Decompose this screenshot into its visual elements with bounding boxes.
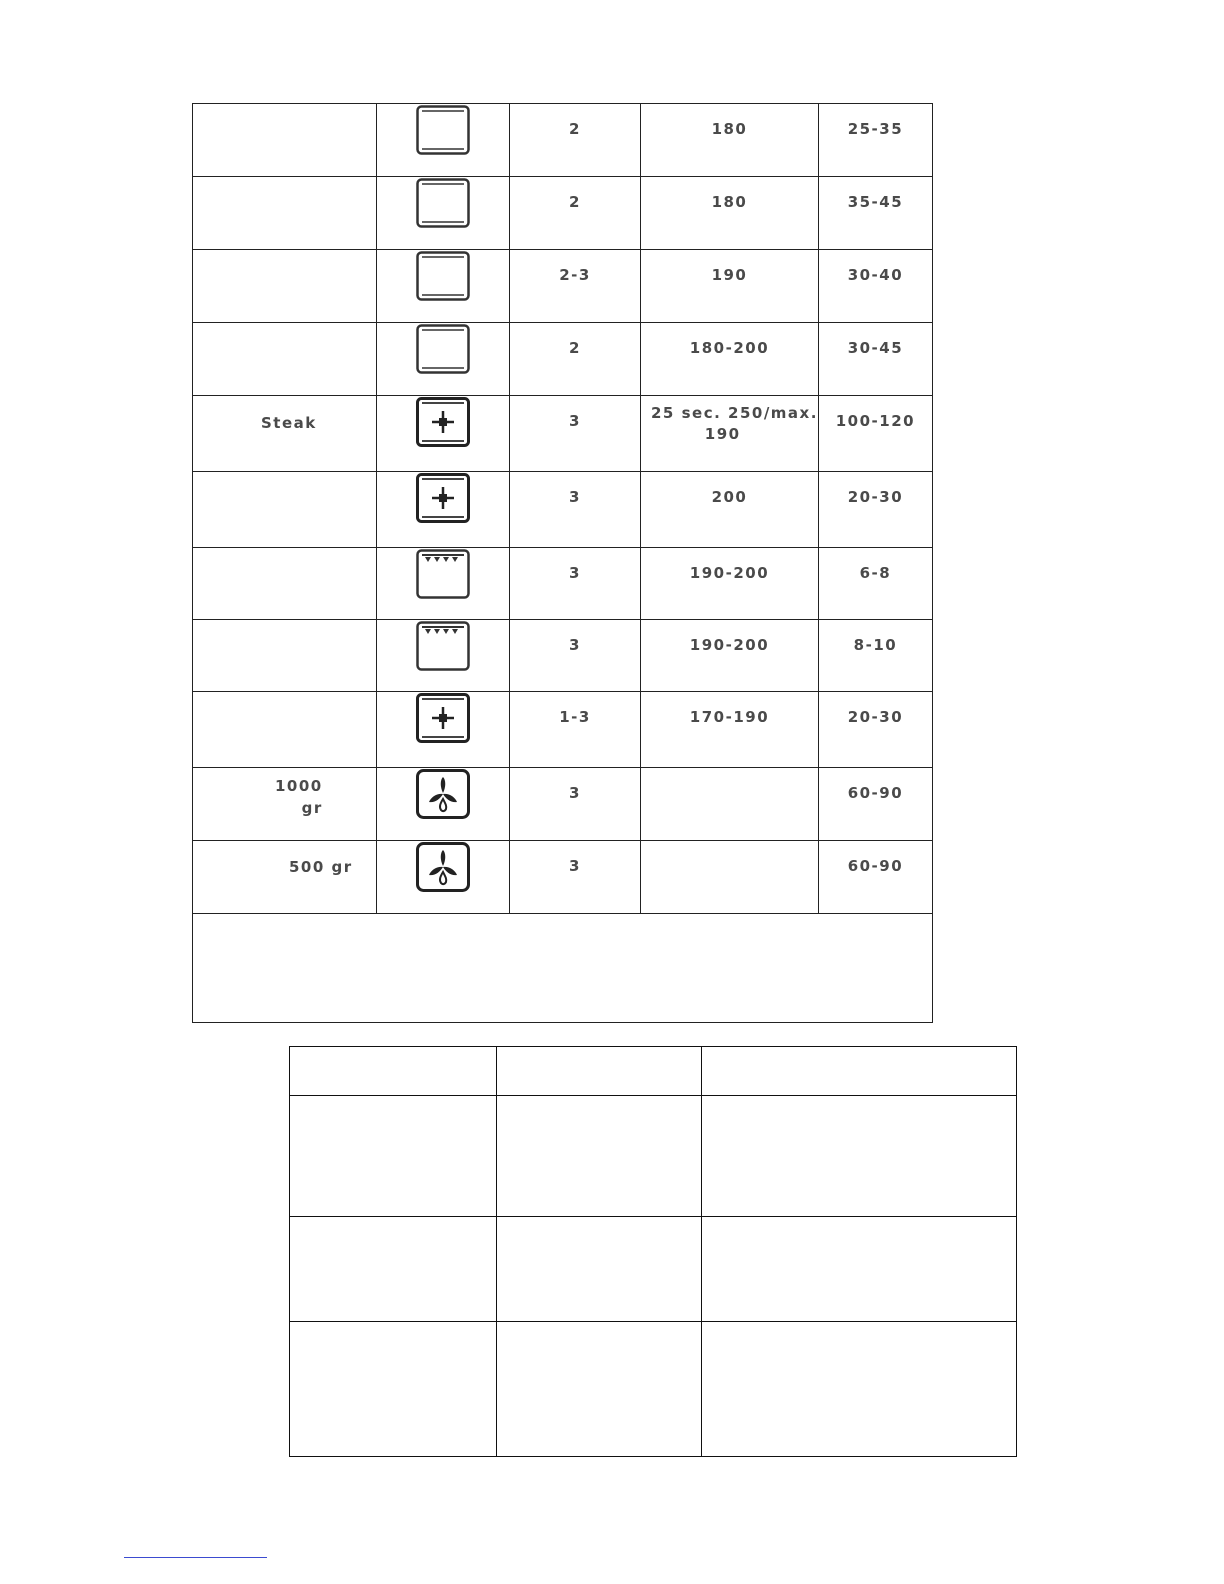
conventional-heating-icon bbox=[416, 105, 470, 159]
note-cell bbox=[193, 914, 933, 1023]
footnote-separator bbox=[124, 1557, 267, 1558]
food-cell bbox=[193, 177, 377, 250]
food-label: Steak bbox=[261, 414, 317, 432]
conventional-heating-icon bbox=[416, 178, 470, 232]
time-cell: 20-30 bbox=[818, 472, 932, 548]
shelf-cell: 2 bbox=[510, 104, 641, 177]
table-cell bbox=[497, 1217, 702, 1322]
table-row bbox=[193, 841, 933, 914]
food-cell bbox=[193, 250, 377, 323]
grill-icon bbox=[416, 549, 470, 603]
shelf-cell: 3 bbox=[510, 472, 641, 548]
food-label: 500 gr bbox=[289, 858, 353, 876]
grill-icon bbox=[416, 621, 470, 675]
temperature-cell: 180-200 bbox=[641, 323, 819, 396]
temperature-cell: 170-190 bbox=[641, 692, 819, 768]
table-row bbox=[193, 692, 933, 768]
heating-mode-cell bbox=[377, 620, 510, 692]
time-cell: 60-90 bbox=[818, 768, 932, 841]
temperature-cell: 25 sec. 250/max. 190 bbox=[641, 396, 819, 472]
table-row bbox=[193, 620, 933, 692]
defrost-icon bbox=[416, 842, 470, 896]
time-cell: 30-45 bbox=[818, 323, 932, 396]
heating-mode-cell bbox=[377, 692, 510, 768]
food-cell bbox=[193, 396, 377, 472]
time-cell: 8-10 bbox=[818, 620, 932, 692]
shelf-cell: 1-3 bbox=[510, 692, 641, 768]
defrost-icon bbox=[416, 769, 470, 823]
cooking-table bbox=[192, 103, 933, 1023]
heating-mode-cell bbox=[377, 472, 510, 548]
food-cell bbox=[193, 104, 377, 177]
heating-mode-cell bbox=[377, 396, 510, 472]
table-cell bbox=[290, 1217, 497, 1322]
time-cell: 30-40 bbox=[818, 250, 932, 323]
temperature-cell bbox=[641, 841, 819, 914]
temperature-cell: 200 bbox=[641, 472, 819, 548]
temperature-cell: 190-200 bbox=[641, 548, 819, 620]
table-row bbox=[193, 177, 933, 250]
conventional-heating-icon bbox=[416, 251, 470, 305]
table-row bbox=[193, 396, 933, 472]
table-row bbox=[193, 472, 933, 548]
time-cell: 6-8 bbox=[818, 548, 932, 620]
table-row bbox=[290, 1047, 1017, 1096]
table-row bbox=[290, 1217, 1017, 1322]
heating-mode-cell bbox=[377, 548, 510, 620]
shelf-cell: 2 bbox=[510, 323, 641, 396]
blank-table bbox=[289, 1046, 1017, 1457]
shelf-cell: 3 bbox=[510, 841, 641, 914]
table-cell bbox=[290, 1096, 497, 1217]
heating-mode-cell bbox=[377, 104, 510, 177]
table-row bbox=[290, 1322, 1017, 1457]
shelf-cell: 3 bbox=[510, 768, 641, 841]
table-row bbox=[193, 323, 933, 396]
temperature-cell: 190 bbox=[641, 250, 819, 323]
table-cell bbox=[497, 1322, 702, 1457]
table-cell bbox=[702, 1047, 1017, 1096]
shelf-cell: 3 bbox=[510, 396, 641, 472]
heating-mode-cell bbox=[377, 177, 510, 250]
food-cell bbox=[193, 768, 377, 841]
shelf-cell: 2-3 bbox=[510, 250, 641, 323]
table-row bbox=[193, 104, 933, 177]
heating-mode-cell bbox=[377, 250, 510, 323]
note-row bbox=[193, 914, 933, 1023]
time-cell: 25-35 bbox=[818, 104, 932, 177]
table-cell bbox=[290, 1047, 497, 1096]
table-cell bbox=[290, 1322, 497, 1457]
table-row bbox=[193, 768, 933, 841]
time-cell: 35-45 bbox=[818, 177, 932, 250]
food-cell bbox=[193, 692, 377, 768]
shelf-cell: 3 bbox=[510, 620, 641, 692]
conventional-heating-icon bbox=[416, 324, 470, 378]
temperature-cell bbox=[641, 768, 819, 841]
table-cell bbox=[497, 1096, 702, 1217]
heating-mode-cell bbox=[377, 841, 510, 914]
food-cell bbox=[193, 472, 377, 548]
food-cell bbox=[193, 323, 377, 396]
temperature-cell: 190-200 bbox=[641, 620, 819, 692]
table-cell bbox=[497, 1047, 702, 1096]
temperature-cell: 180 bbox=[641, 177, 819, 250]
food-cell bbox=[193, 548, 377, 620]
food-cell bbox=[193, 620, 377, 692]
food-cell bbox=[193, 841, 377, 914]
shelf-cell: 3 bbox=[510, 548, 641, 620]
fan-assisted-icon bbox=[416, 397, 470, 451]
fan-assisted-icon bbox=[416, 473, 470, 527]
heating-mode-cell bbox=[377, 323, 510, 396]
fan-assisted-icon bbox=[416, 693, 470, 747]
food-label: 1000 gr bbox=[275, 777, 323, 817]
shelf-cell: 2 bbox=[510, 177, 641, 250]
table-row bbox=[193, 548, 933, 620]
heating-mode-cell bbox=[377, 768, 510, 841]
time-cell: 100-120 bbox=[818, 396, 932, 472]
table-cell bbox=[702, 1217, 1017, 1322]
temperature-cell: 180 bbox=[641, 104, 819, 177]
table-row bbox=[290, 1096, 1017, 1217]
time-cell: 20-30 bbox=[818, 692, 932, 768]
time-cell: 60-90 bbox=[818, 841, 932, 914]
table-row bbox=[193, 250, 933, 323]
table-cell bbox=[702, 1096, 1017, 1217]
table-cell bbox=[702, 1322, 1017, 1457]
